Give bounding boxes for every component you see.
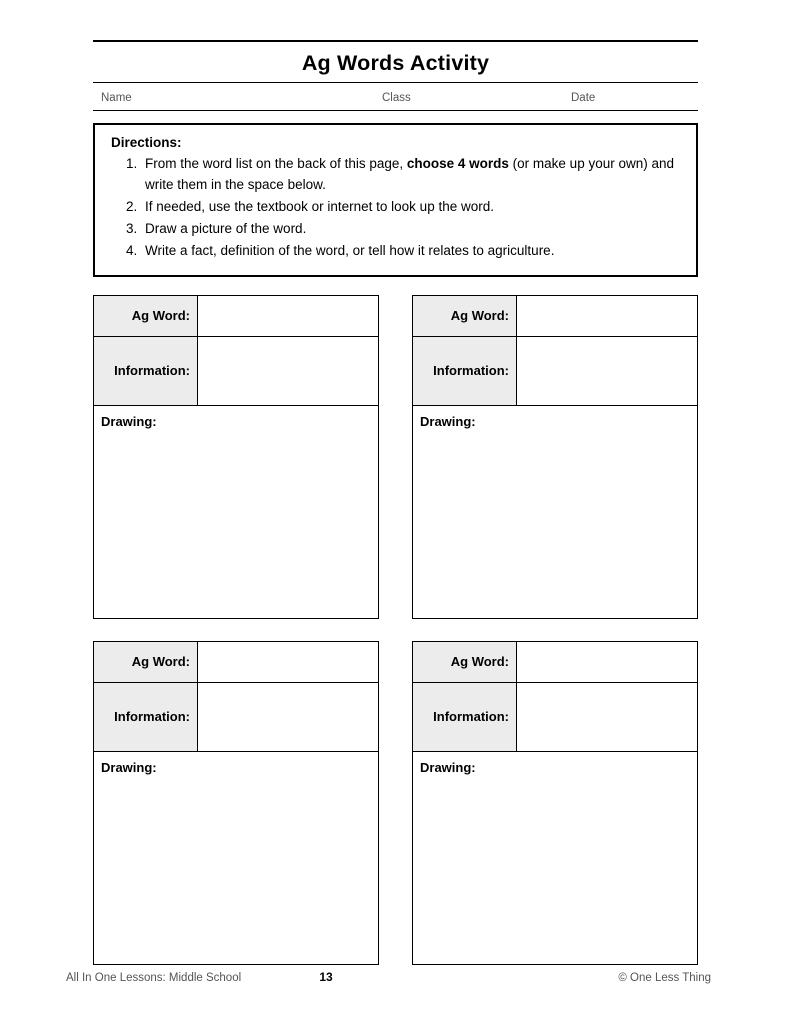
drawing-label: Drawing: [101,413,157,429]
ag-word-input[interactable] [198,642,378,682]
directions-box [93,123,698,277]
ag-word-label: Ag Word: [413,642,517,682]
page-footer [66,970,725,984]
directions-item-1 [141,154,684,196]
information-row [94,683,378,752]
information-input[interactable] [198,337,378,405]
drawing-area[interactable] [94,752,378,964]
information-label: Information: [413,683,517,751]
ag-word-row [413,642,697,683]
information-label: Information: [94,683,198,751]
ag-word-row [94,296,378,337]
drawing-area[interactable] [413,406,697,618]
information-row [94,337,378,406]
information-label: Information: [413,337,517,405]
ag-word-row [94,642,378,683]
directions-item-1-after: (or make up your own) and write them in the space below. [145,156,675,192]
information-input[interactable] [517,337,697,405]
information-label: Information: [94,337,198,405]
directions-heading: Directions: [111,135,182,150]
ag-word-label: Ag Word: [94,642,198,682]
date-field-label[interactable]: Date [571,92,596,104]
drawing-area[interactable] [413,752,697,964]
page-title-block [93,40,698,83]
directions-list [107,154,684,262]
information-row [413,337,697,406]
directions-item-4: 4. Write a fact, definition of the word, or tell how it relates to agriculture. [141,241,684,262]
drawing-label: Drawing: [101,759,157,775]
word-card-1 [93,295,379,619]
ag-word-input[interactable] [517,296,697,336]
information-input[interactable] [517,683,697,751]
information-row [413,683,697,752]
directions-item-1-before: From the word list on the back of this page, [145,156,407,171]
footer-page-number: 13 [319,970,333,984]
ag-word-label: Ag Word: [94,296,198,336]
footer-series-title: All In One Lessons: Middle School [66,972,242,984]
directions-item-3: 3. Draw a picture of the word. [141,219,684,240]
word-card-4 [412,641,698,965]
student-info-row [93,83,698,111]
ag-word-label: Ag Word: [413,296,517,336]
class-field-label[interactable]: Class [382,92,411,104]
drawing-label: Drawing: [420,759,476,775]
name-field-label[interactable]: Name [101,92,132,104]
page-title: Ag Words Activity [301,51,490,75]
directions-item-2: 2. If needed, use the textbook or internet to look up the word. [141,197,684,218]
drawing-area[interactable] [94,406,378,618]
footer-copyright: © One Less Thing [618,972,711,984]
word-card-3 [93,641,379,965]
word-card-grid [93,295,698,965]
information-input[interactable] [198,683,378,751]
ag-word-input[interactable] [198,296,378,336]
ag-word-row [413,296,697,337]
drawing-label: Drawing: [420,413,476,429]
directions-item-1-emphasis: choose 4 words [406,156,509,171]
ag-word-input[interactable] [517,642,697,682]
word-card-2 [412,295,698,619]
